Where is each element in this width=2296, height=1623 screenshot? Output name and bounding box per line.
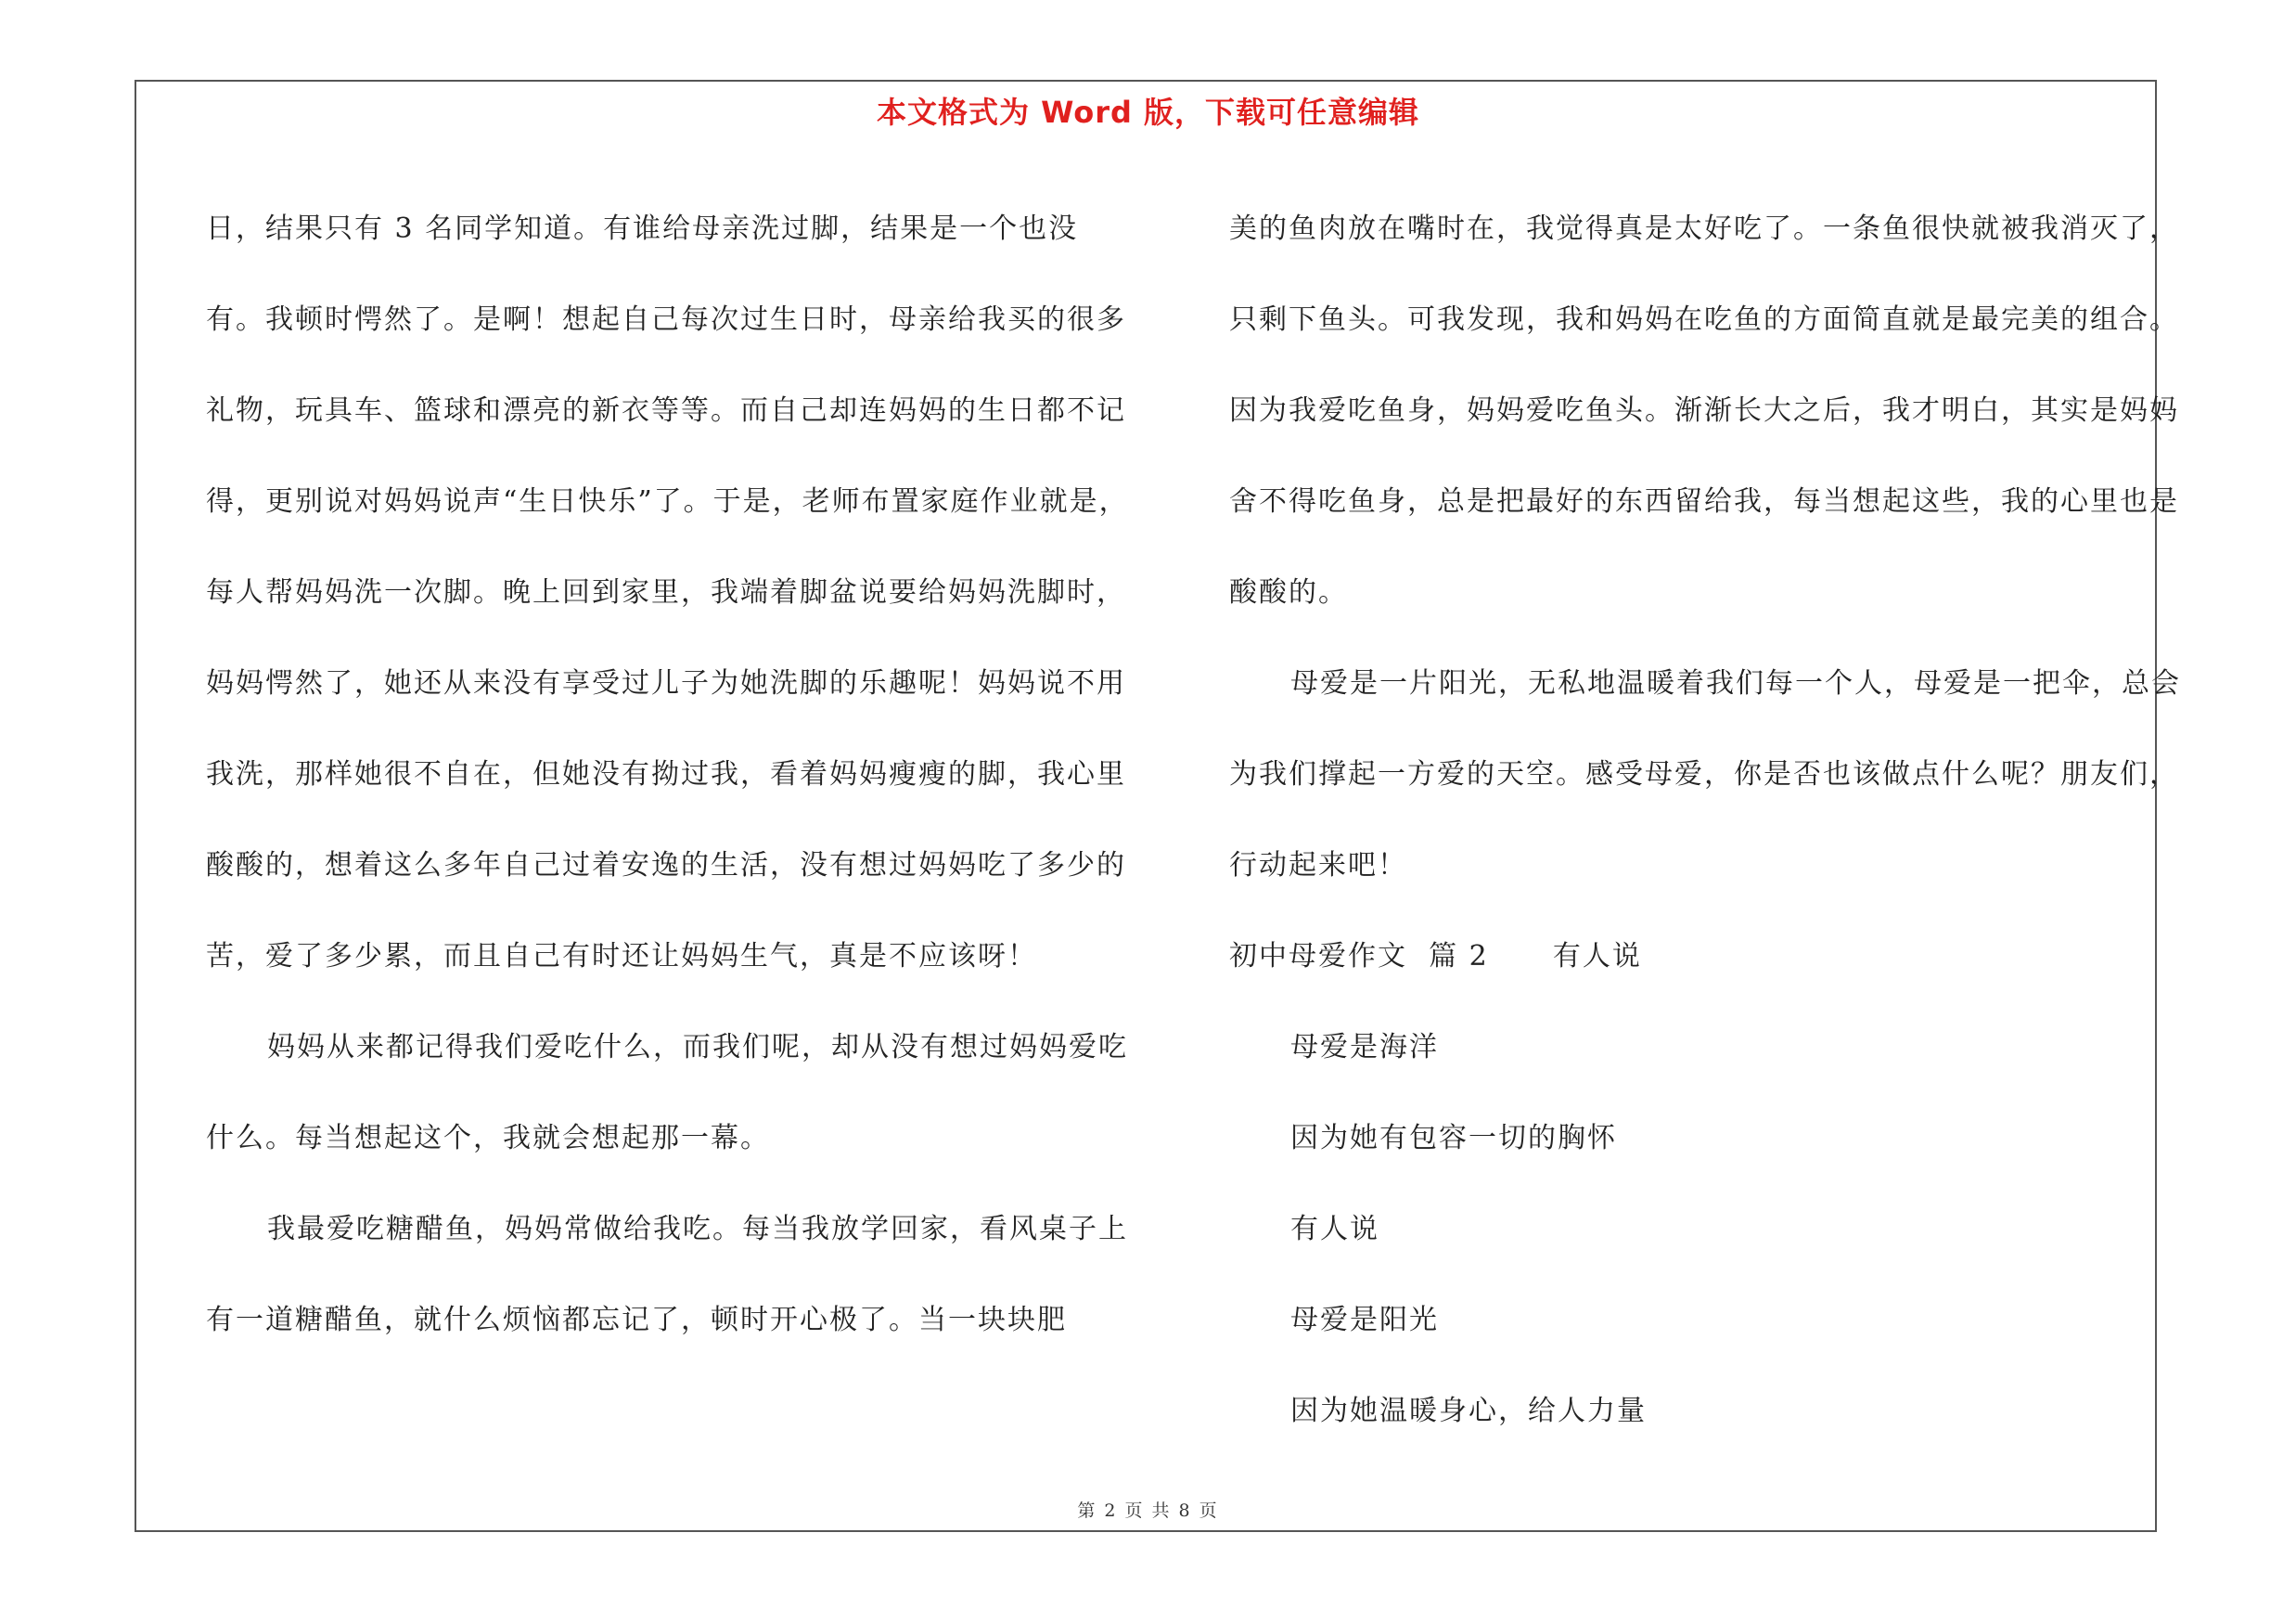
paragraph-continuation: 美的鱼肉放在嘴时在，我觉得真是太好吃了。一条鱼很快就被我消灭了，只剩下鱼头。可我发现，我和妈妈在吃鱼的方面简直就是最完美的组合。因为我爱吃鱼身，妈妈爱吃鱼头。渐渐长大之后，我才明白，其实是妈妈舍不得吃鱼身，总是把最好的东西留给我，每当想起这些，我的心里也是酸酸的。 — [1229, 213, 2179, 609]
right-column — [1229, 184, 2194, 1457]
page-number-footer: 第 2 页 共 8 页 — [1077, 1501, 1219, 1521]
left-column — [206, 184, 1134, 1366]
paragraph: 母爱是一片阳光，无私地温暖着我们每一个人，母爱是一把伞，总会为我们撑起一方爱的天空。感受母爱，你是否也该做点什么呢？朋友们，行动起来吧！ — [1229, 667, 2181, 882]
paragraph-continuation: 日，结果只有 3 名同学知道。有谁给母亲洗过脚，结果是一个也没有。我顿时愕然了。是啊！想起自己每次过生日时，母亲给我买的很多礼物，玩具车、篮球和漂亮的新衣等等。而自己却连妈妈的生日都不记得，更别说对妈妈说声“生日快乐”了。于是，老师布置家庭作业就是，每人帮妈妈洗一次脚。晚上回到家里，我端着脚盆说要给妈妈洗脚时，妈妈愕然了，她还从来没有享受过儿子为她洗脚的乐趣呢！妈妈说不用我洗，那样她很不自在，但她没有拗过我，看着妈妈瘦瘦的脚，我心里酸酸的，想着这么多年自己过着安逸的生活，没有想过妈妈吃了多少的苦，爱了多少累，而且自己有时还让妈妈生气，真是不应该呀！ — [206, 213, 1129, 973]
word-format-banner: 本文格式为 Word 版，下载可任意编辑 — [876, 95, 1420, 130]
poem-line: 母爱是阳光 — [1290, 1304, 1439, 1336]
poem-line: 因为她有包容一切的胸怀 — [1290, 1122, 1617, 1154]
poem-line: 因为她温暖身心，给人力量 — [1290, 1395, 1647, 1427]
paragraph: 妈妈从来都记得我们爱吃什么，而我们呢，却从没有想过妈妈爱吃什么。每当想起这个，我就会想起那一幕。 — [206, 1031, 1128, 1154]
poem-line: 母爱是海洋 — [1290, 1031, 1439, 1063]
section-heading: 初中母爱作文 篇 2 有人说 — [1229, 940, 1642, 973]
poem-line: 有人说 — [1290, 1213, 1379, 1245]
paragraph: 我最爱吃糖醋鱼，妈妈常做给我吃。每当我放学回家，看风桌子上有一道糖醋鱼，就什么烦恼都忘记了，顿时开心极了。当一块块肥 — [206, 1213, 1128, 1336]
